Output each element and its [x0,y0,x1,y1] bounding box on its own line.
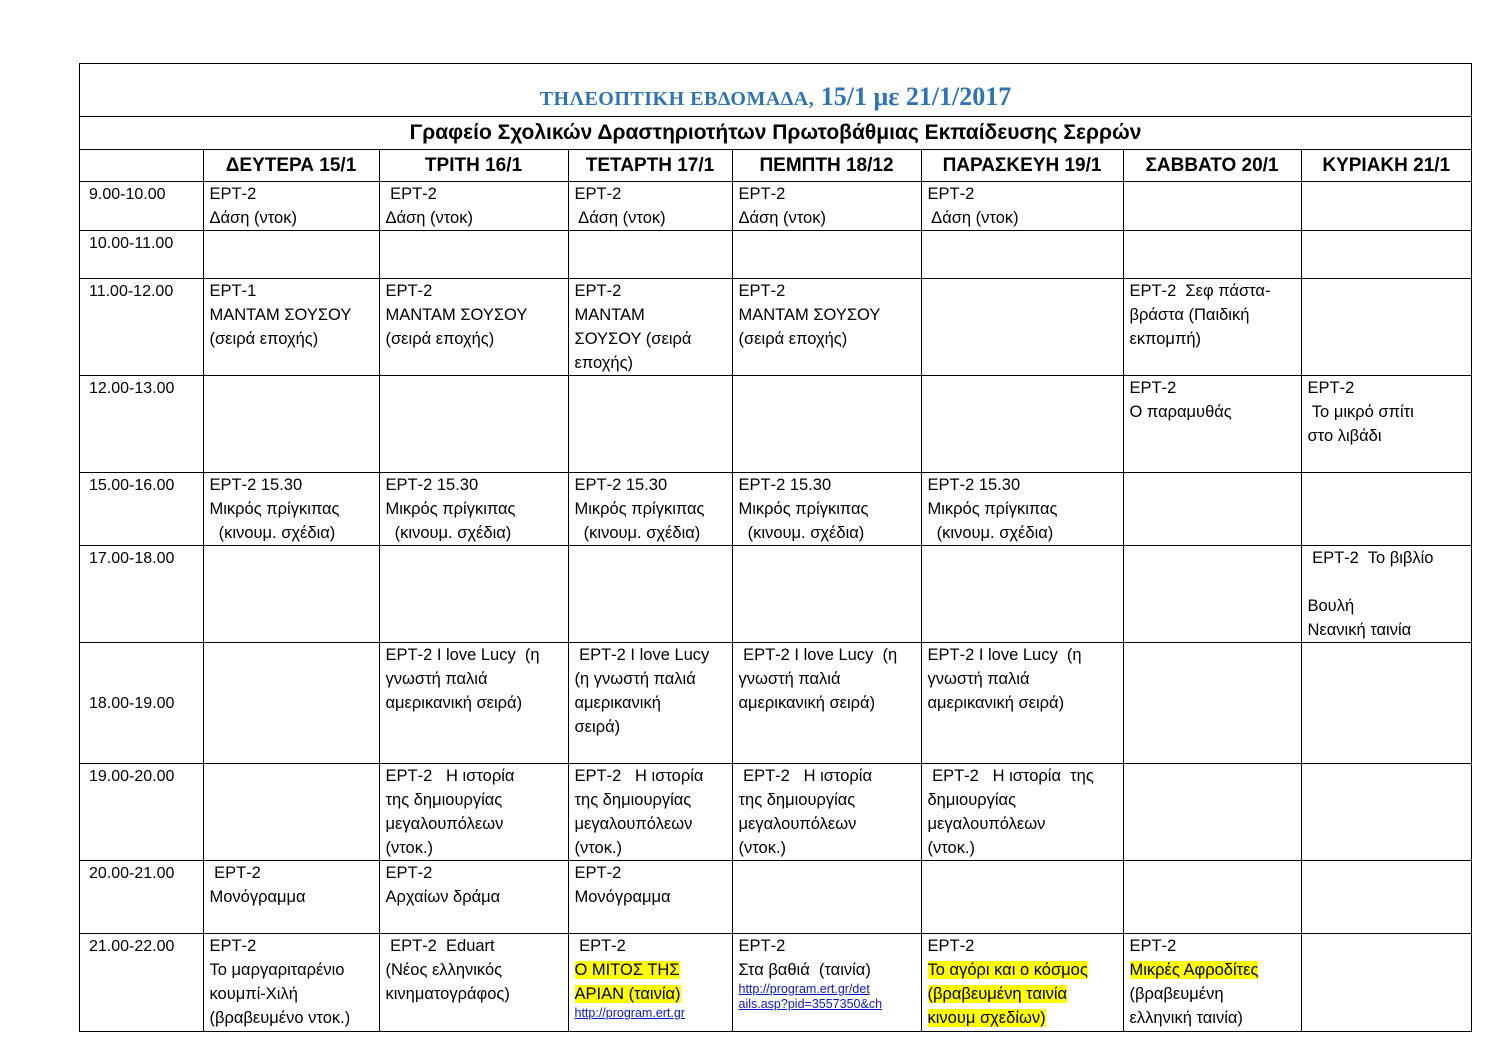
program-line: ΕΡΤ-2 I love Lucy [574,646,710,664]
program-line: μεγαλουπόλεων [927,815,1046,833]
program-line: μεγαλουπόλεων [385,815,504,833]
program-line: Μικρός πρίγκιπας [927,500,1058,518]
program-cell [1123,231,1301,279]
program-line: ΜΑΝΤΑΜ ΣΟΥΣΟΥ [385,306,528,324]
program-line: Μικρός πρίγκιπας [574,500,705,518]
program-line: ΜΑΝΤΑΜ ΣΟΥΣΟΥ [738,306,881,324]
program-line: της δημιουργίας [385,791,503,809]
program-line: ΕΡΤ-2 I love Lucy (η [385,646,540,664]
schedule-row [80,934,1471,1031]
program-line: (η γνωστή παλιά [574,670,696,688]
time-slot: 19.00-20.00 [80,764,203,861]
program-line: Δάση (ντοκ) [927,209,1019,227]
program-cell [921,231,1123,279]
program-line: ΕΡΤ-2 Το βιβλίο [1307,549,1434,567]
program-cell [1123,182,1301,231]
program-line: (ντοκ.) [385,839,434,857]
program-cell [568,376,732,473]
program-line: ΕΡΤ-2 Η ιστορία [574,767,704,785]
program-line: ΕΡΤ-2 15.30 [385,476,479,494]
program-line: ΕΡΤ-2 Σεφ πάστα- [1129,282,1271,300]
program-cell [1301,546,1471,643]
program-cell [1123,376,1301,473]
program-cell [732,231,921,279]
program-line: δημιουργίας [927,791,1017,809]
program-cell [568,861,732,934]
program-line: της δημιουργίας [738,791,856,809]
program-cell [379,861,568,934]
program-cell [1301,376,1471,473]
program-cell [379,231,568,279]
program-line: Μονόγραμμα [574,888,671,906]
program-line: ΕΡΤ-2 [927,185,975,203]
time-slot: 21.00-22.00 [80,934,203,1031]
program-link[interactable]: http://program.ert.gr [574,1006,685,1020]
highlighted-title: Μικρές Αφροδίτες [1129,961,1259,979]
program-cell [732,376,921,473]
program-cell [732,861,921,934]
program-cell [921,861,1123,934]
title-row [80,64,1471,117]
program-cell [379,546,568,643]
program-line: ΕΡΤ-2 [209,937,257,955]
program-line: Δάση (ντοκ) [738,209,826,227]
time-slot: 11.00-12.00 [80,279,203,376]
program-cell [568,643,732,764]
day-header: ΤΕΤΑΡΤΗ 17/1 [568,150,732,182]
program-cell [203,764,379,861]
program-line: ΜΑΝΤΑΜ [574,306,645,324]
program-cell [203,934,379,1031]
program-link[interactable]: ails.asp?pid=3557350&ch [738,997,883,1011]
day-header: ΠΕΜΠΤΗ 18/12 [732,150,921,182]
program-cell [379,473,568,546]
program-cell [921,376,1123,473]
time-slot: 9.00-10.00 [80,182,203,231]
program-line: Βουλή [1307,597,1355,615]
program-cell [732,546,921,643]
schedule-row [80,643,1471,764]
program-cell [1123,764,1301,861]
program-line: ΕΡΤ-2 15.30 [927,476,1021,494]
program-line: Αρχαίων δράμα [385,888,501,906]
program-cell [203,376,379,473]
program-line: ΕΡΤ-2 [209,185,257,203]
program-line: ΕΡΤ-2 Η ιστορία της [927,767,1094,785]
schedule-row [80,279,1471,376]
program-line: ΕΡΤ-2 [209,864,261,882]
program-cell [1123,546,1301,643]
program-line: ΕΡΤ-2 [385,864,433,882]
program-line: ΕΡΤ-2 Η ιστορία [738,767,872,785]
title-part-2: 15/1 με 21/1/2017 [814,82,1012,111]
program-cell [379,376,568,473]
highlighted-title: Το αγόρι και ο κόσμος [927,961,1088,979]
program-line: ΕΡΤ-2 [574,937,626,955]
day-header-row [80,150,1471,182]
program-line: (σειρά εποχής) [738,330,848,348]
program-link[interactable]: http://program.ert.gr/det [738,982,870,996]
time-slot: 10.00-11.00 [80,231,203,279]
program-cell [203,182,379,231]
program-line: ΕΡΤ-2 [1129,379,1177,397]
schedule-table [80,150,1471,1031]
program-cell [1301,279,1471,376]
program-line: (ντοκ.) [574,839,623,857]
program-cell [379,764,568,861]
program-cell [568,546,732,643]
program-cell [1123,643,1301,764]
header-time-corner [80,150,203,182]
schedule-frame [79,63,1472,1032]
program-line: ΕΡΤ-2 Η ιστορία [385,767,515,785]
program-line: (κινουμ. σχέδια) [574,524,701,542]
program-cell [921,643,1123,764]
program-cell [568,934,732,1031]
day-header: ΚΥΡΙΑΚΗ 21/1 [1301,150,1471,182]
program-cell [1123,861,1301,934]
program-cell [732,643,921,764]
program-line: ΕΡΤ-2 I love Lucy (η [738,646,898,664]
program-line: κουμπί-Χιλή [209,985,298,1003]
schedule-row [80,231,1471,279]
program-line: (βραβευμένη [1129,985,1224,1003]
program-line: (κινουμ. σχέδια) [738,524,865,542]
program-line: Δάση (ντοκ) [574,209,666,227]
program-line: ΕΡΤ-2 [385,185,437,203]
day-header: ΤΡΙΤΗ 16/1 [379,150,568,182]
program-line: γνωστή παλιά [385,670,488,688]
program-cell [1301,643,1471,764]
program-cell [568,473,732,546]
program-line: ΕΡΤ-2 [738,282,786,300]
program-line: αμερικανική σειρά) [385,694,523,712]
program-line: Δάση (ντοκ) [385,209,473,227]
program-cell [732,279,921,376]
schedule-row [80,861,1471,934]
program-cell [1301,934,1471,1031]
program-cell [1301,182,1471,231]
program-line: ΕΡΤ-2 [574,864,622,882]
program-line: ΕΡΤ-2 15.30 [209,476,303,494]
program-line: Στα βαθιά (ταινία) [738,961,871,979]
program-line: ΕΡΤ-2 I love Lucy (η [927,646,1082,664]
day-header: ΣΑΒΒΑΤΟ 20/1 [1123,150,1301,182]
program-line: Ο παραμυθάς [1129,403,1232,421]
program-line: Νεανική ταινία [1307,621,1412,639]
program-cell [379,182,568,231]
highlighted-title: κινουμ σχεδίων) [927,1009,1046,1027]
program-cell [1123,279,1301,376]
program-line: Το μαργαριταρένιο [209,961,345,979]
schedule-row [80,764,1471,861]
program-line: γνωστή παλιά [738,670,841,688]
program-line: γνωστή παλιά [927,670,1030,688]
program-cell [379,934,568,1031]
program-cell [568,231,732,279]
program-line: (ντοκ.) [927,839,976,857]
program-cell [568,182,732,231]
program-line: αμερικανική σειρά) [927,694,1065,712]
program-line: (βραβευμένο ντοκ.) [209,1009,351,1027]
program-line: (σειρά εποχής) [385,330,495,348]
time-slot: 15.00-16.00 [80,473,203,546]
time-slot: 17.00-18.00 [80,546,203,643]
program-cell [1301,231,1471,279]
program-line: ΕΡΤ-2 [738,185,786,203]
program-line: ΕΡΤ-2 15.30 [738,476,832,494]
program-cell [203,546,379,643]
program-cell [1123,473,1301,546]
highlighted-title: ΑΡΙΑΝ (ταινία) [574,985,681,1003]
program-line: της δημιουργίας [574,791,692,809]
program-line: ΣΟΥΣΟΥ (σειρά [574,330,692,348]
program-cell [203,279,379,376]
program-line: μεγαλουπόλεων [738,815,857,833]
program-line: ΕΡΤ-2 [927,937,975,955]
schedule-row [80,546,1471,643]
program-cell [921,279,1123,376]
program-cell [203,231,379,279]
program-cell [732,473,921,546]
page-subtitle: Γραφείο Σχολικών Δραστηριοτήτων Πρωτοβάθμιας Εκπαίδευσης Σερρών [80,117,1471,150]
program-line: (κινουμ. σχέδια) [209,524,336,542]
program-line: Μονόγραμμα [209,888,306,906]
program-line: ΕΡΤ-1 [209,282,257,300]
page-title [80,82,1471,112]
program-cell [732,764,921,861]
time-slot: 18.00-19.00 [80,643,203,764]
program-line: (σειρά εποχής) [209,330,319,348]
program-line: βράστα (Παιδική [1129,306,1250,324]
program-cell [203,643,379,764]
program-line: ΕΡΤ-2 [1129,937,1177,955]
program-line: ΕΡΤ-2 [385,282,433,300]
program-cell [1123,934,1301,1031]
program-line: σειρά) [574,718,621,736]
program-cell [921,182,1123,231]
program-line: Μικρός πρίγκιπας [209,500,340,518]
program-line: εποχής) [574,354,634,372]
day-header: ΔΕΥΤΕΡΑ 15/1 [203,150,379,182]
time-slot: 20.00-21.00 [80,861,203,934]
program-cell [732,182,921,231]
program-line: (ντοκ.) [738,839,787,857]
time-slot: 12.00-13.00 [80,376,203,473]
program-cell [1301,861,1471,934]
program-line: αμερικανική [574,694,661,712]
program-line: Μικρός πρίγκιπας [385,500,516,518]
program-line: ΕΡΤ-2 [574,282,622,300]
program-line: (Νέος ελληνικός [385,961,503,979]
highlighted-title: Ο ΜΙΤΟΣ ΤΗΣ [574,961,680,979]
program-line: ΕΡΤ-2 15.30 [574,476,668,494]
program-line: εκπομπή) [1129,330,1201,348]
program-cell [379,279,568,376]
program-line: μεγαλουπόλεων [574,815,693,833]
title-part-1: ΤΗΛΕΟΠΤΙΚΗ ΕΒΔΟΜΑΔΑ, [539,88,815,110]
program-cell [568,279,732,376]
program-cell [203,473,379,546]
program-line: ΜΑΝΤΑΜ ΣΟΥΣΟΥ [209,306,352,324]
program-line: Το μικρό σπίτι [1307,403,1414,421]
program-cell [203,861,379,934]
program-cell [1301,473,1471,546]
program-line: ΕΡΤ-2 Eduart [385,937,495,955]
program-line: ελληνική ταινία) [1129,1009,1243,1027]
highlighted-title: (βραβευμένη ταινία [927,985,1068,1003]
schedule-row [80,473,1471,546]
day-header: ΠΑΡΑΣΚΕΥΗ 19/1 [921,150,1123,182]
program-line: στο λιβάδι [1307,427,1382,445]
program-cell [568,764,732,861]
program-line: Μικρός πρίγκιπας [738,500,869,518]
program-cell [921,473,1123,546]
program-cell [379,643,568,764]
program-line: αμερικανική σειρά) [738,694,876,712]
program-line: Δάση (ντοκ) [209,209,297,227]
program-line: ΕΡΤ-2 [738,937,786,955]
program-line [1308,570,1466,594]
schedule-row [80,182,1471,231]
program-line: (κινουμ. σχέδια) [927,524,1054,542]
program-line: ΕΡΤ-2 [574,185,622,203]
program-line: κινηματογράφος) [385,985,510,1003]
program-cell [1301,764,1471,861]
schedule-row [80,376,1471,473]
program-cell [921,764,1123,861]
program-line: (κινουμ. σχέδια) [385,524,512,542]
program-cell [921,934,1123,1031]
program-line: ΕΡΤ-2 [1307,379,1355,397]
program-cell [921,546,1123,643]
program-cell [732,934,921,1031]
